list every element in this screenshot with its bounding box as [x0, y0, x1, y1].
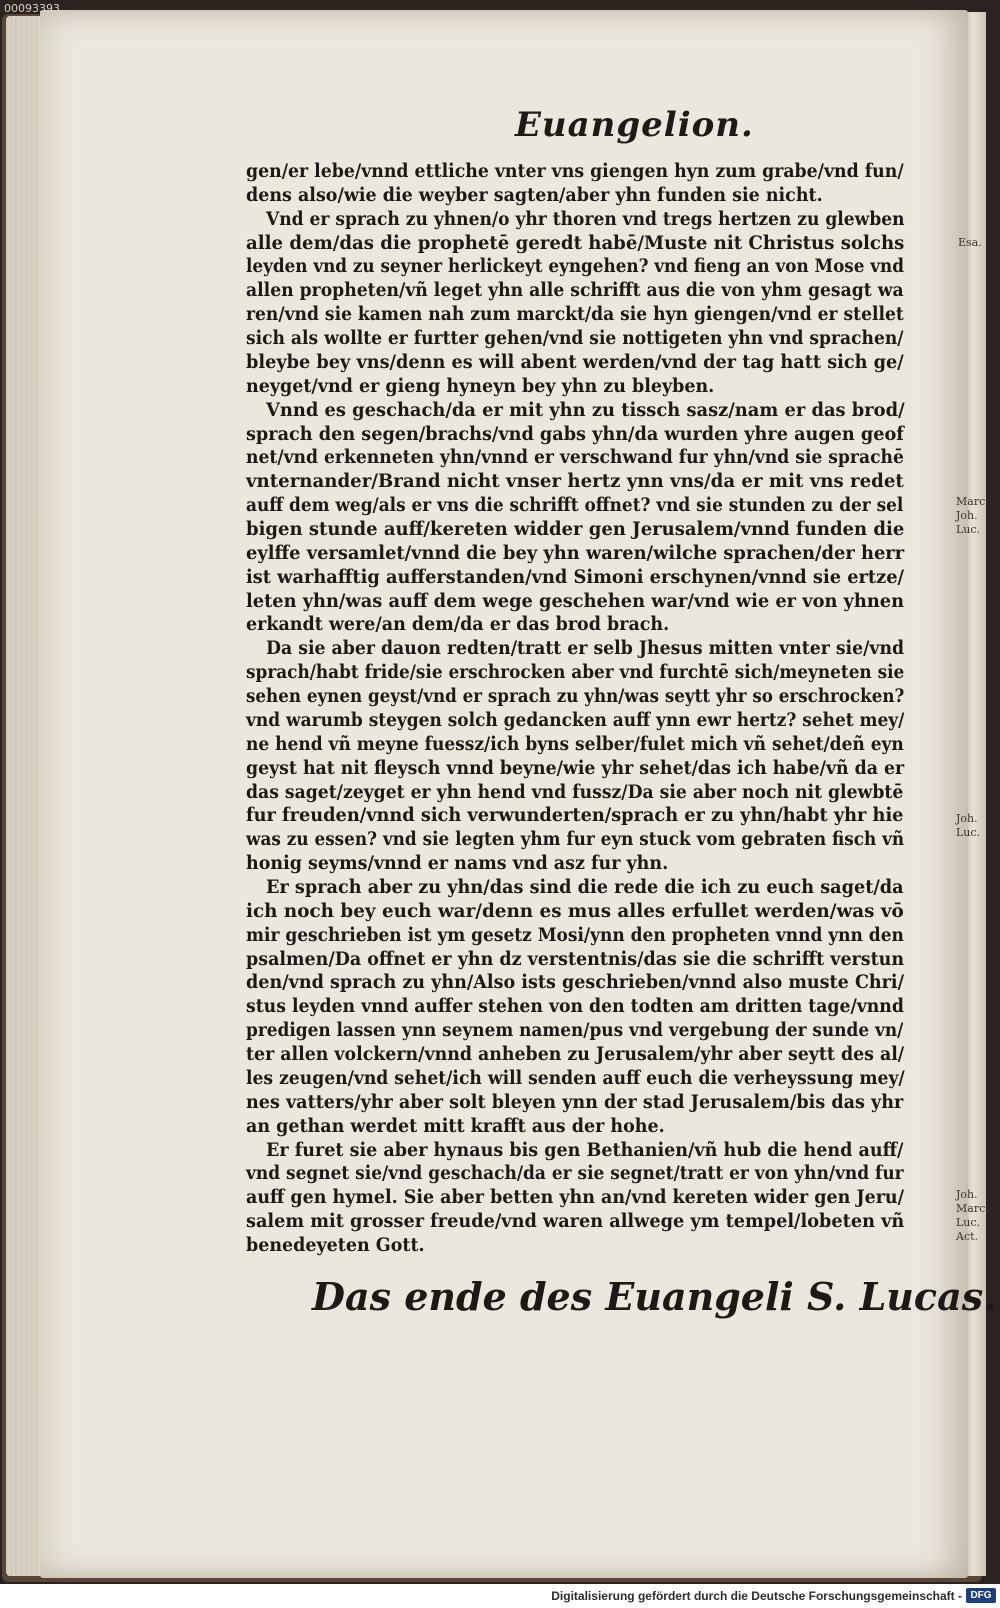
- text-line: salem mit grosser freude/vnd waren allwege ym tempel/lobeten vñ: [246, 1210, 905, 1232]
- text-line: sehen eynen geyst/vnd er sprach zu yhn/was seytt yhr so erschrocken?: [246, 685, 905, 707]
- text-line: Er sprach aber zu yhn/das sind die rede die ich zu euch saget/da: [266, 876, 904, 898]
- running-head: Euangelion.: [515, 105, 754, 145]
- text-line: ter allen volckern/vnnd anheben zu Jerusalem/yhr aber seytt des al/: [246, 1043, 905, 1065]
- dfg-logo: DFG: [966, 1588, 996, 1603]
- text-line: ist warhafftig aufferstanden/vnd Simoni erschynen/vnnd sie ertze/: [246, 566, 905, 588]
- text-line: sprach den segen/brachs/vnd gabs yhn/da wurden yhre augen geof: [246, 423, 904, 445]
- text-line: sich als wollte er furtter gehen/vnd sie nottigeten yhn vnd sprachen/: [246, 327, 904, 349]
- text-line: Vnd er sprach zu yhnen/o yhr thoren vnd tregs hertzen zu glewben: [266, 208, 905, 230]
- text-line: das saget/zeyget er yhn hend vnd fussz/Da sie aber noch nit glewbtē: [246, 781, 904, 803]
- text-line: net/vnd erkenneten yhn/vnnd er verschwand fur yhn/vnd sie sprachē: [246, 446, 904, 468]
- text-line: Er furet sie aber hynaus bis gen Bethanien/vñ hub die hend auff/: [266, 1139, 904, 1161]
- text-line: was zu essen? vnd sie legten yhm fur eyn stuck vom gebraten fisch vñ: [246, 828, 905, 850]
- text-line: auff dem weg/als er vns die schrifft offnet? vnd sie stunden zu der sel: [246, 494, 904, 516]
- text-line: neyget/vnd er gieng hyneyn bey yhn zu bleyben.: [246, 375, 715, 397]
- text-line: alle dem/das die prophetē geredt habē/Muste nit Christus solchs: [246, 232, 905, 254]
- text-line: predigen lassen ynn seynem namen/pus vnd vergebung der sunde vn/: [246, 1019, 904, 1041]
- text-line: vnternander/Brand nicht vnser hertz ynn vns/da er mit vns redet: [246, 470, 904, 492]
- text-line: Vnnd es geschach/da er mit yhn zu tissch sasz/nam er das brod/: [266, 399, 905, 421]
- text-line: mir geschrieben ist ym gesetz Mosi/ynn den propheten vnnd ynn den: [246, 924, 904, 946]
- text-line: eylffe versamlet/vnnd die bey yhn waren/wilche sprachen/der herr: [246, 542, 905, 564]
- text-line: dens also/wie die weyber sagten/aber yhn funden sie nicht.: [246, 184, 823, 206]
- text-line: den/vnd sprach zu yhn/Also ists geschrieben/vnnd also muste Chri/: [246, 971, 905, 993]
- text-line: bigen stunde auff/kereten widder gen Jerusalem/vnnd funden die: [246, 518, 905, 540]
- text-line: psalmen/Da offnet er yhn dz verstentnis/das sie die schrifft verstun: [246, 948, 905, 970]
- margin-note: Marc. Joh. Luc.: [956, 495, 989, 536]
- footer-bar: [0, 1584, 1000, 1608]
- text-line: bleybe bey vns/denn es will abent werden/vnd der tag hatt sich ge/: [246, 351, 904, 373]
- text-line: erkandt were/an dem/da er das brod brach.: [246, 613, 670, 635]
- text-line: honig seyms/vnnd er nams vnd asz fur yhn.: [246, 852, 669, 874]
- text-line: gen/er lebe/vnnd ettliche vnter vns giengen hyn zum grabe/vnd fun/: [246, 160, 904, 182]
- margin-note: Esa.: [958, 236, 982, 249]
- scan-id-stamp: 00093393: [4, 2, 60, 15]
- text-line: ich noch bey euch war/denn es mus alles erfullet werden/was vō: [246, 900, 904, 922]
- closing-title: Das ende des Euangeli S. Lucas.: [312, 1274, 997, 1319]
- text-line: Da sie aber dauon redten/tratt er selb Jhesus mitten vnter sie/vnd: [266, 637, 905, 659]
- text-line: sprach/habt fride/sie erschrocken aber vnd furchtē sich/meyneten sie: [246, 661, 905, 683]
- margin-note: Joh. Marc. Luc. Act.: [956, 1188, 989, 1243]
- text-line: geyst hat nit fleysch vnnd beyne/wie yhr sehet/das ich habe/vñ da er: [246, 757, 905, 779]
- text-line: auff gen hymel. Sie aber betten yhn an/vnd kereten wider gen Jeru/: [246, 1186, 905, 1208]
- text-line: benedeyeten Gott.: [246, 1234, 425, 1256]
- text-line: ren/vnd sie kamen nah zum marckt/da sie hyn giengen/vnd er stellet: [246, 303, 904, 325]
- text-line: an gethan werdet mitt krafft aus der hohe.: [246, 1115, 665, 1137]
- text-line: ne hend vñ meyne fuessz/ich byns selber/fulet mich vñ sehet/deñ eyn: [246, 733, 904, 755]
- text-line: fur freuden/vnnd sich verwunderten/sprach er zu yhn/habt yhr hie: [246, 804, 904, 826]
- text-line: les zeugen/vnd sehet/ich will senden auff euch die verheyssung mey/: [246, 1067, 905, 1089]
- text-line: nes vatters/yhr aber solt bleyen ynn der stad Jerusalem/bis das yhr: [246, 1091, 904, 1113]
- text-line: allen propheten/vñ leget yhn alle schrifft aus die von yhm gesagt wa: [246, 279, 904, 301]
- text-line: leten yhn/was auff dem wege geschehen war/vnd wie er von yhnen: [246, 590, 905, 612]
- margin-note: Joh. Luc.: [956, 812, 981, 839]
- text-line: vnd warumb steygen solch gedancken auff ynn ewr hertz? sehet mey/: [246, 709, 905, 731]
- footer-credit: Digitalisierung gefördert durch die Deutsche Forschungsgemeinschaft -: [551, 1589, 962, 1603]
- text-line: stus leyden vnnd auffer stehen von den todten am dritten tage/vnnd: [246, 995, 904, 1017]
- text-line: leyden vnd zu seyner herlickeyt eyngehen? vnd fieng an von Mose vnd: [246, 255, 905, 277]
- text-line: vnd segnet sie/vnd geschach/da er sie segnet/tratt er von yhn/vnd fur: [246, 1162, 904, 1184]
